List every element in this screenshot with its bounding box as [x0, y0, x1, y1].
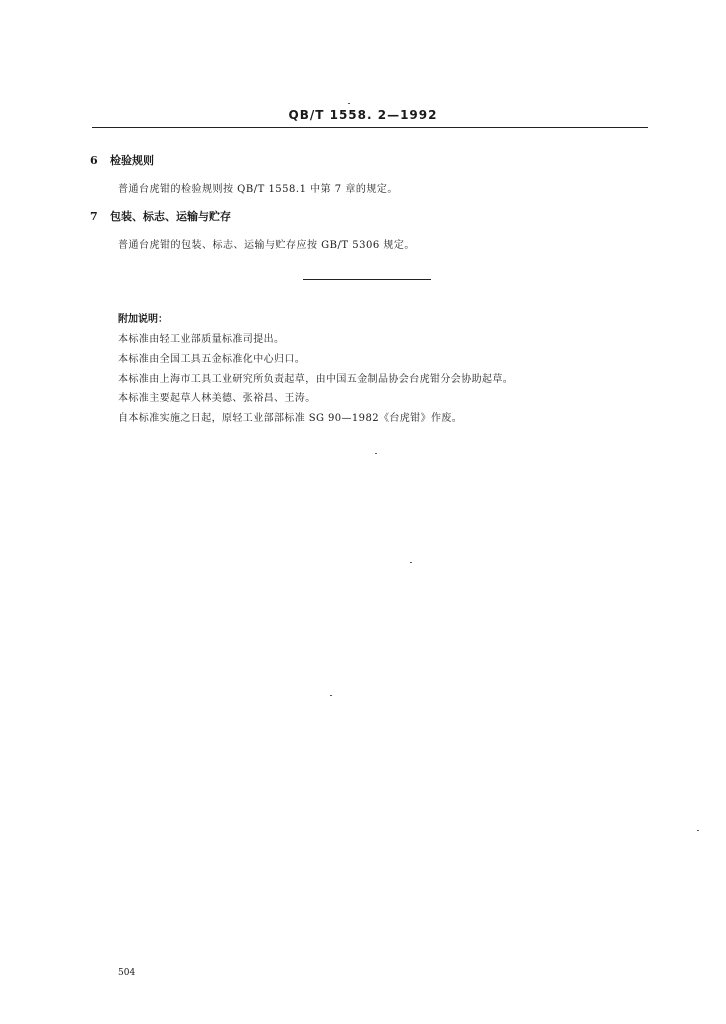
section-7-number: 7: [90, 210, 98, 223]
scan-speck: [348, 103, 350, 104]
section-7-heading: [90, 208, 231, 224]
section-6-title: 检验规则: [110, 154, 154, 167]
scan-speck: [410, 562, 412, 563]
section-7-text: 普通台虎钳的包装、标志、运输与贮存应按 GB/T 5306 规定。: [118, 240, 415, 251]
notes-title: 附加说明：: [118, 314, 168, 325]
scan-speck: [375, 453, 377, 454]
note-line-main-drafters: 本标准主要起草人林美德、张裕昌、王涛。: [118, 393, 316, 404]
note-line-drafter: 本标准由上海市工具工业研究所负责起草，由中国五金制品协会台虎钳分会协助起草。: [118, 374, 514, 385]
section-6-number: 6: [90, 154, 98, 167]
page-number: 504: [118, 968, 136, 978]
note-line-administrator: 本标准由全国工具五金标准化中心归口。: [118, 354, 306, 365]
scan-speck: [697, 830, 699, 831]
section-6-text: 普通台虎钳的检验规则按 QB/T 1558.1 中第 7 章的规定。: [118, 184, 398, 195]
header-standard-code: QB/T 1558. 2—1992: [288, 108, 438, 122]
section-7-title: 包装、标志、运输与贮存: [110, 210, 231, 223]
section-6-heading: [90, 152, 154, 168]
end-of-standard-rule: [303, 279, 431, 280]
scan-speck: [330, 695, 332, 696]
header-rule: [92, 127, 648, 128]
note-line-supersedes: 自本标准实施之日起，原轻工业部部标准 SG 90—1982《台虎钳》作废。: [118, 413, 463, 424]
note-line-proposer: 本标准由轻工业部质量标准司提出。: [118, 334, 285, 345]
